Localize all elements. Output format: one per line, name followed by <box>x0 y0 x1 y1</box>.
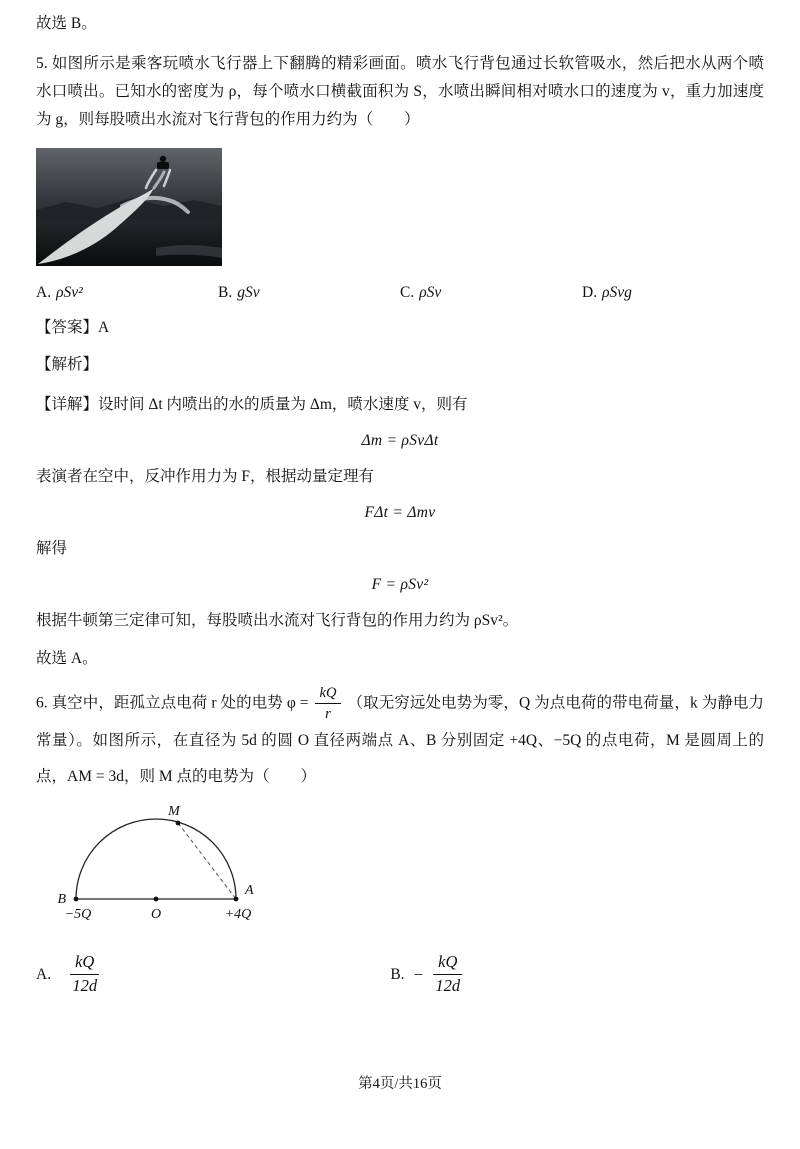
equation-force: F = ρSv² <box>371 576 429 594</box>
q6-diagram <box>38 802 764 935</box>
option-value: ρSv <box>419 283 442 301</box>
label-charge-B: −5Q <box>64 907 92 923</box>
prev-answer-line: 故选 B。 <box>36 15 97 32</box>
q5-momentum-text: 表演者在空中，反冲作用力为 F，根据动量定理有 <box>36 468 374 486</box>
option-value: gSv <box>237 283 260 301</box>
fraction-denominator: 12d <box>435 976 461 996</box>
q6-option-b <box>390 953 468 996</box>
option-value: ρSv² <box>56 283 83 301</box>
q5-option-d <box>582 284 764 302</box>
point-A <box>234 897 239 902</box>
fraction-numerator: kQ <box>315 685 342 705</box>
q5-answer: 【答案】A <box>36 318 110 336</box>
q5-choose-text: 故选 A。 <box>36 649 98 667</box>
equation-impulse: FΔt = Δmv <box>364 504 436 522</box>
page-footer: 第4页/共16页 <box>358 1076 442 1092</box>
option-value: ρSvg <box>602 283 632 301</box>
label-B: B <box>57 892 66 908</box>
q5-solve-text: 解得 <box>36 540 68 558</box>
q6-stem <box>36 685 764 795</box>
water-jetpack-photo-illustration <box>36 148 222 266</box>
label-A: A <box>245 883 254 899</box>
q5-option-b <box>218 284 400 302</box>
option-fraction <box>433 953 462 996</box>
option-fraction <box>70 953 99 996</box>
q6-options <box>36 953 764 996</box>
fraction-numerator: kQ <box>433 953 462 975</box>
q5-newton-text: 根据牛顿第三定律可知，每股喷出水流对飞行背包的作用力约为 ρSv²。 <box>36 612 519 630</box>
equation-mass-rate: Δm = ρSvΔt <box>361 432 439 450</box>
fraction-numerator: kQ <box>70 953 99 975</box>
option-key: B. <box>390 965 405 983</box>
dashed-chord-MA <box>178 823 236 899</box>
q6-option-a <box>36 953 105 996</box>
point-O <box>154 897 159 902</box>
q5-photo <box>36 148 222 266</box>
q5-detail: 【详解】设时间 Δt 内喷出的水的质量为 Δm，喷水速度 v，则有 <box>36 396 468 414</box>
q5-stem: 5. 如图所示是乘客玩喷水飞行器上下翻腾的精彩画面。喷水飞行背包通过长软管吸水，然后把水从两个喷水口喷出。已知水的密度为 ρ，每个喷水口横截面积为 S，水喷出瞬间相对喷水口的速度为 v，重力加速度为 g，则每股喷出水流对飞行背包的作用力约为（ ） <box>36 54 764 128</box>
label-M: M <box>168 804 180 820</box>
option-key: C. <box>400 283 415 301</box>
point-M <box>176 821 181 826</box>
q6-stem-after: （取无穷远处电势为零，Q 为点电荷的带电荷量，k 为静电力常量）。如图所示，在直径为 5d 的圆 O 直径两端点 A、B 分别固定 +4Q、−5Q 的点电荷，M 是圆周上的点，AM = 3d，则 M 点的电势为（ ） <box>36 694 764 785</box>
q5-option-c <box>400 284 582 302</box>
point-B <box>74 897 79 902</box>
q5-option-a <box>36 284 218 302</box>
option-key: D. <box>582 283 598 301</box>
fraction-denominator: 12d <box>72 976 98 996</box>
circle-charge-diagram <box>38 802 288 930</box>
label-O: O <box>150 907 162 923</box>
option-sign: − <box>413 964 424 984</box>
q5-analysis: 【解析】 <box>36 356 99 374</box>
option-key: B. <box>218 283 233 301</box>
q6-stem-before: 6. 真空中，距孤立点电荷 r 处的电势 φ = <box>36 694 309 712</box>
fraction-denominator: r <box>325 706 331 723</box>
option-key: A. <box>36 283 52 301</box>
potential-fraction <box>315 685 342 723</box>
label-charge-A: +4Q <box>224 907 252 923</box>
q5-options <box>36 284 764 302</box>
option-key: A. <box>36 965 52 983</box>
